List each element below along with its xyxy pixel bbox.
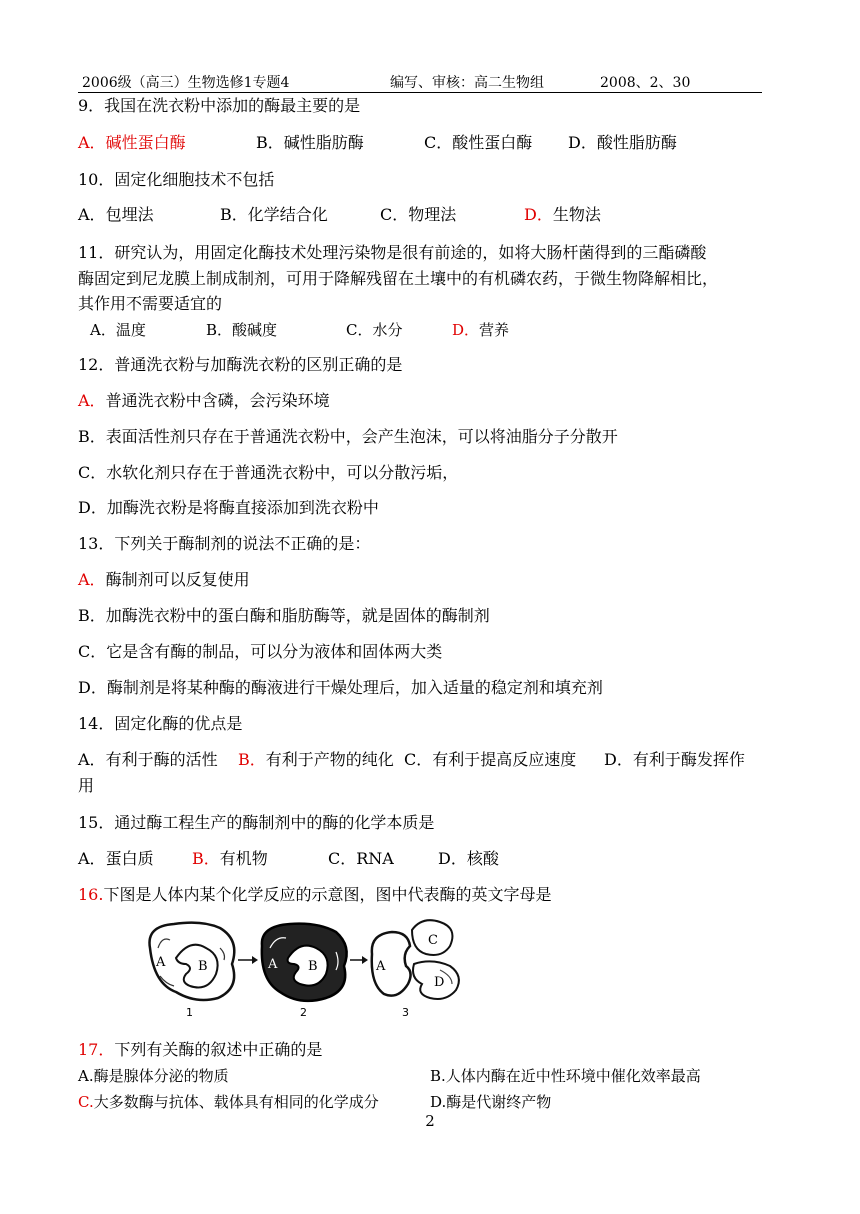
header-editors: 编写、审核：高二生物组 bbox=[390, 75, 544, 91]
enzyme-reaction-diagram bbox=[140, 918, 470, 1018]
option-a: A．蛋白质 bbox=[78, 849, 154, 868]
diagram-label-d: D bbox=[434, 975, 445, 990]
diagram-panel-1 bbox=[150, 923, 235, 1018]
option-c: C．水分 bbox=[346, 321, 403, 339]
question-11-stem-line-2: 酶固定到尼龙膜上制成制剂，可用于降解残留在土壤中的有机磷农药，于微生物降解相比， bbox=[78, 269, 719, 288]
option-b: B.人体内酶在近中性环境中催化效率最高 bbox=[430, 1067, 701, 1085]
question-10-stem: 10．固定化细胞技术不包括 bbox=[78, 170, 275, 189]
question-13-option-b: B．加酶洗衣粉中的蛋白酶和脂肪酶等，就是固体的酶制剂 bbox=[78, 606, 490, 625]
question-11-stem-line-1: 11．研究认为，用固定化酶技术处理污染物是很有前途的，如将大肠杆菌得到的三酯磷酸 bbox=[78, 243, 707, 262]
option-c: C．物理法 bbox=[380, 205, 457, 224]
option-d: D．营养 bbox=[452, 321, 510, 339]
option-b: B．化学结合化 bbox=[220, 205, 328, 224]
question-14-wrap: 用 bbox=[78, 776, 95, 795]
option-d: D．核酸 bbox=[438, 849, 499, 868]
question-16-stem: 16.下图是人体内某个化学反应的示意图，图中代表酶的英文字母是 bbox=[78, 885, 552, 904]
question-13-option-a: A．酶制剂可以反复使用 bbox=[78, 570, 250, 589]
diagram-label-a: A bbox=[156, 955, 166, 970]
question-12-option-b: B．表面活性剂只存在于普通洗衣粉中，会产生泡沫，可以将油脂分子分散开 bbox=[78, 427, 618, 446]
option-c: C．RNA bbox=[328, 849, 394, 868]
question-12-option-a: A．普通洗衣粉中含磷，会污染环境 bbox=[78, 391, 330, 410]
diagram-label-c: C bbox=[428, 933, 438, 948]
option-c: C．酸性蛋白酶 bbox=[424, 133, 533, 152]
header-course: 2006级（高三）生物选修1专题4 bbox=[82, 75, 290, 91]
option-b: B．有机物 bbox=[192, 849, 268, 868]
question-12-stem: 12．普通洗衣粉与加酶洗衣粉的区别正确的是 bbox=[78, 355, 403, 374]
question-13-option-d: D．酶制剂是将某种酶的酶液进行干燥处理后，加入适量的稳定剂和填充剂 bbox=[78, 678, 603, 697]
arrow-icon bbox=[350, 956, 368, 964]
diagram-label-a: A bbox=[268, 957, 278, 972]
page-header bbox=[78, 70, 762, 93]
option-a: A.酶是腺体分泌的物质 bbox=[78, 1067, 229, 1085]
option-b: B．有利于产物的纯化 bbox=[238, 750, 394, 769]
diagram-panel-3 bbox=[372, 920, 459, 1018]
header-date: 2008、2、30 bbox=[600, 75, 691, 91]
arrow-icon bbox=[238, 956, 258, 964]
question-13-option-c: C．它是含有酶的制品，可以分为液体和固体两大类 bbox=[78, 642, 443, 661]
option-c: C.大多数酶与抗体、载体具有相同的化学成分 bbox=[78, 1093, 379, 1111]
diagram-step-1: 1 bbox=[186, 1006, 193, 1018]
option-d: D．酸性脂肪酶 bbox=[568, 133, 677, 152]
page-number: 2 bbox=[425, 1112, 435, 1130]
option-a: A．碱性蛋白酶 bbox=[78, 133, 186, 152]
diagram-label-b: B bbox=[308, 959, 318, 974]
diagram-step-3: 3 bbox=[402, 1006, 409, 1018]
question-15-stem: 15．通过酶工程生产的酶制剂中的酶的化学本质是 bbox=[78, 813, 435, 832]
option-b: B．碱性脂肪酶 bbox=[256, 133, 364, 152]
diagram-label-b: B bbox=[198, 959, 208, 974]
option-d: D．有利于酶发挥作 bbox=[604, 750, 745, 769]
option-a: A．温度 bbox=[90, 321, 146, 339]
diagram-label-a: A bbox=[376, 959, 386, 974]
question-12-option-c: C．水软化剂只存在于普通洗衣粉中，可以分散污垢， bbox=[78, 463, 459, 482]
option-c: C．有利于提高反应速度 bbox=[404, 750, 577, 769]
option-d: D．生物法 bbox=[524, 205, 601, 224]
question-12-option-d: D．加酶洗衣粉是将酶直接添加到洗衣粉中 bbox=[78, 498, 379, 517]
diagram-panel-2 bbox=[262, 924, 347, 1018]
diagram-step-2: 2 bbox=[300, 1006, 307, 1018]
option-b: B．酸碱度 bbox=[206, 321, 278, 339]
question-11-stem-line-3: 其作用不需要适宜的 bbox=[78, 294, 223, 313]
question-13-stem: 13．下列关于酶制剂的说法不正确的是： bbox=[78, 534, 371, 553]
option-a: A．包埋法 bbox=[78, 205, 154, 224]
question-14-stem: 14．固定化酶的优点是 bbox=[78, 714, 243, 733]
question-9-stem: 9．我国在洗衣粉中添加的酶最主要的是 bbox=[78, 96, 361, 115]
option-a: A．有利于酶的活性 bbox=[78, 750, 218, 769]
question-17-stem: 17．下列有关酶的叙述中正确的是 bbox=[78, 1040, 323, 1059]
option-d: D.酶是代谢终产物 bbox=[430, 1093, 552, 1111]
